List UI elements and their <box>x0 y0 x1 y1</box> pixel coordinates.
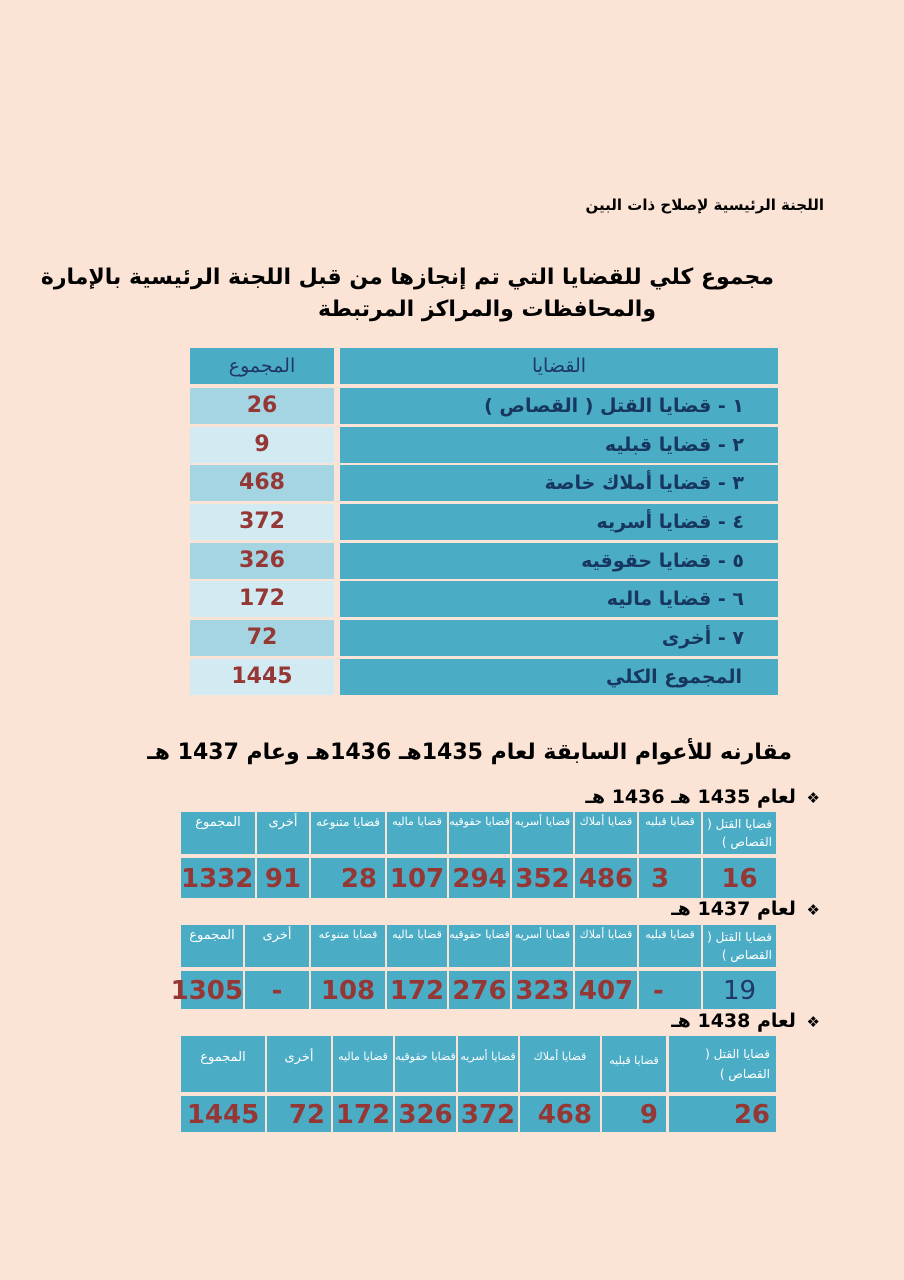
header-cell: قضايا متنوعه <box>311 925 385 967</box>
summary-total-row <box>190 659 778 695</box>
summary-header-cases: القضايا <box>340 348 778 384</box>
value-cell: 486 <box>575 858 637 898</box>
header-cell: المجموع <box>181 1036 265 1092</box>
value-cell: - <box>245 971 309 1009</box>
year-heading-text: لعام 1438 هـ <box>671 1010 796 1032</box>
summary-row-value: 72 <box>190 620 334 656</box>
value-cell: 91 <box>257 858 309 898</box>
summary-row-label: ٧ - أخرى <box>340 620 778 656</box>
value-cell: 326 <box>395 1096 456 1132</box>
value-cell: 372 <box>458 1096 518 1132</box>
value-cell: 468 <box>520 1096 600 1132</box>
comparison-title: مقارنه للأعوام السابقة لعام 1435هـ 1436هـ وعام 1437 هـ <box>147 740 792 765</box>
year-heading <box>671 898 820 920</box>
summary-header-row <box>190 348 778 384</box>
header-cell: قضايا قبليه <box>639 925 701 967</box>
year-heading-text: لعام 1435 هـ 1436 هـ <box>585 786 796 808</box>
summary-row-value: 326 <box>190 543 334 579</box>
value-cell: 323 <box>512 971 573 1009</box>
header-cell: قضايا ماليه <box>387 925 447 967</box>
header-cell: قضايا قبليه <box>639 812 701 854</box>
value-cell: - <box>639 971 701 1009</box>
summary-row-value: 26 <box>190 388 334 424</box>
summary-row <box>190 504 778 540</box>
summary-row-label: ٦ - قضايا ماليه <box>340 581 778 617</box>
summary-row <box>190 427 778 463</box>
header-cell: قضايا أسريه <box>512 812 573 854</box>
year-table-header-row <box>181 812 776 854</box>
value-cell: 16 <box>703 858 776 898</box>
year-heading <box>671 1010 820 1032</box>
value-cell: 352 <box>512 858 573 898</box>
summary-total-value: 1445 <box>190 659 334 695</box>
header-cell: أخرى <box>267 1036 331 1092</box>
year-table-header-row <box>181 925 776 967</box>
header-cell: المجموع <box>181 812 255 854</box>
header-cell: قضايا أسريه <box>512 925 573 967</box>
header-cell: أخرى <box>257 812 309 854</box>
summary-row-value: 172 <box>190 581 334 617</box>
value-cell: 72 <box>267 1096 331 1132</box>
summary-row <box>190 543 778 579</box>
organization-name: اللجنة الرئيسية لإصلاح ذات البين <box>585 196 824 214</box>
summary-header-total: المجموع <box>190 348 334 384</box>
year-table-header-row <box>181 1036 776 1092</box>
header-cell: قضايا حقوقيه <box>449 925 510 967</box>
value-cell: 1305 <box>181 971 243 1009</box>
summary-row-value: 468 <box>190 465 334 501</box>
summary-row-label: ٤ - قضايا أسريه <box>340 504 778 540</box>
header-cell: قضايا القتل ( القصاص ) <box>669 1036 776 1092</box>
header-cell: قضايا قبليه <box>602 1036 666 1092</box>
summary-row-value: 372 <box>190 504 334 540</box>
header-cell: قضايا أملاك <box>520 1036 600 1092</box>
value-cell: 294 <box>449 858 510 898</box>
header-cell: قضايا ماليه <box>333 1036 393 1092</box>
value-cell: 407 <box>575 971 637 1009</box>
header-cell: قضايا أملاك <box>575 925 637 967</box>
year-heading-text: لعام 1437 هـ <box>671 898 796 920</box>
value-cell: 172 <box>387 971 447 1009</box>
value-cell: 276 <box>449 971 510 1009</box>
value-cell: 3 <box>639 858 701 898</box>
year-table-value-row <box>181 858 776 898</box>
header-cell: قضايا أسريه <box>458 1036 518 1092</box>
year-heading <box>585 786 820 808</box>
header-cell: أخرى <box>245 925 309 967</box>
value-cell: 19 <box>703 971 776 1009</box>
summary-total-label: المجموع الكلي <box>340 659 778 695</box>
summary-row-label: ٣ - قضايا أملاك خاصة <box>340 465 778 501</box>
value-cell: 26 <box>669 1096 776 1132</box>
header-cell: قضايا حقوقيه <box>395 1036 456 1092</box>
summary-row-label: ٥ - قضايا حقوقيه <box>340 543 778 579</box>
header-cell: قضايا القتل ( القصاص ) <box>703 925 776 967</box>
year-table-value-row <box>181 1096 776 1132</box>
main-title-line2: والمحافظات والمراكز المرتبطة <box>317 297 657 322</box>
header-cell: قضايا متنوعه <box>311 812 385 854</box>
value-cell: 1445 <box>181 1096 265 1132</box>
year-table-value-row <box>170 971 776 1009</box>
summary-row-label: ٢ - قضايا قبليه <box>340 427 778 463</box>
header-cell: قضايا ماليه <box>387 812 447 854</box>
summary-row <box>190 465 778 501</box>
value-cell: 9 <box>602 1096 666 1132</box>
summary-row <box>190 581 778 617</box>
value-cell: 107 <box>387 858 447 898</box>
diamond-bullet-icon: ❖ <box>806 901 820 919</box>
header-cell: قضايا أملاك <box>575 812 637 854</box>
diamond-bullet-icon: ❖ <box>806 1013 820 1031</box>
summary-row <box>190 620 778 656</box>
header-cell: قضايا القتل ( القصاص ) <box>703 812 776 854</box>
header-cell: قضايا حقوقيه <box>449 812 510 854</box>
main-title-line1: مجموع كلي للقضايا التي تم إنجازها من قبل اللجنة الرئيسية بالإمارة <box>40 265 774 290</box>
header-cell: المجموع <box>181 925 243 967</box>
value-cell: 108 <box>311 971 385 1009</box>
value-cell: 28 <box>311 858 385 898</box>
value-cell: 1332 <box>181 858 255 898</box>
diamond-bullet-icon: ❖ <box>806 789 820 807</box>
summary-row-label: ١ - قضايا القتل ( القصاص ) <box>340 388 778 424</box>
summary-row-value: 9 <box>190 427 334 463</box>
value-cell: 172 <box>333 1096 393 1132</box>
summary-row <box>190 388 778 424</box>
main-title <box>0 262 904 326</box>
